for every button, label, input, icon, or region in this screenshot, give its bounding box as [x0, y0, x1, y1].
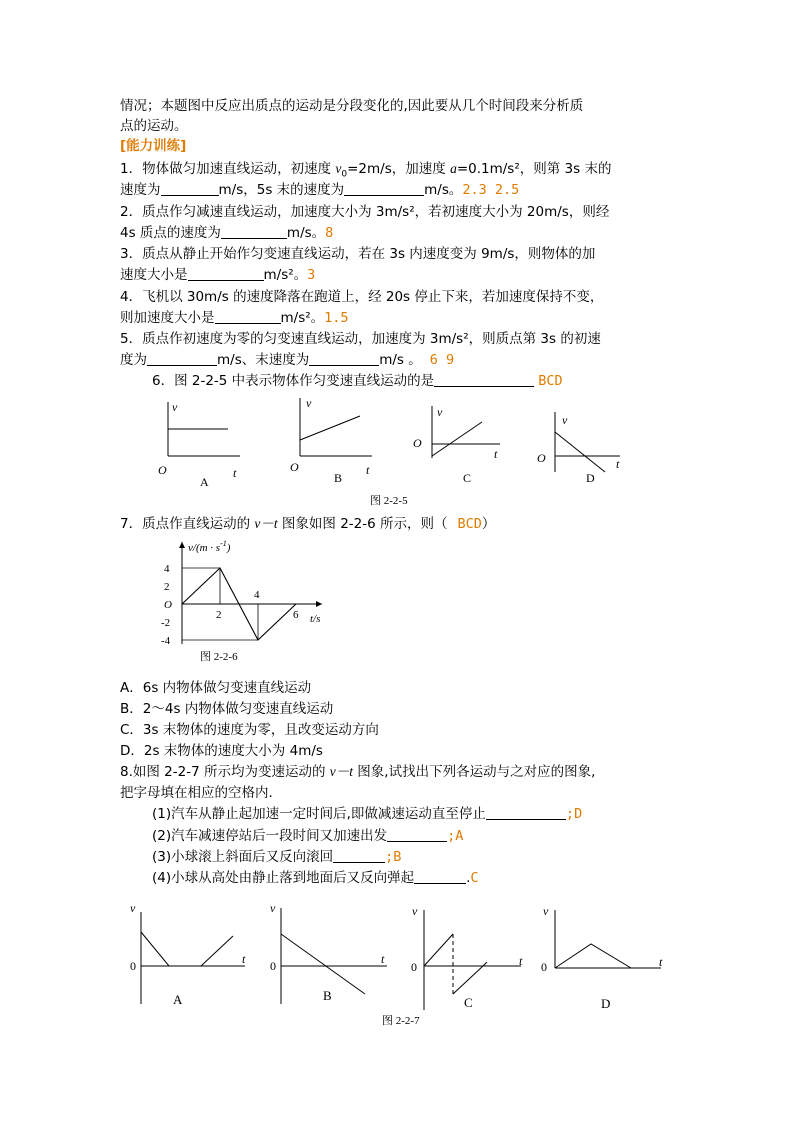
graph-C-letter: C [463, 471, 472, 485]
graph-A-v-label: v [172, 400, 178, 414]
graph7-D-v: v [543, 904, 549, 918]
q5-blank-2[interactable] [309, 351, 379, 366]
intro-line-1: 情况；本题图中反应出质点的运动是分段变化的,因此要从几个时间段来分析质 [120, 98, 584, 114]
fig226-xtick-6: 6 [293, 609, 299, 621]
q8-blank-3[interactable] [333, 848, 385, 863]
q5-line-2: 度为 m/s、末速度为 m/s 。 6 9 [120, 352, 455, 368]
caption-2-2-6: 图 2-2-6 [200, 651, 238, 663]
q8-blank-4[interactable] [414, 869, 466, 884]
q4-answer: 1.5 [324, 310, 349, 326]
q2-line-2: 4s 质点的速度为 m/s。8 [120, 225, 334, 241]
graph7-B-v: v [270, 901, 276, 915]
q8-answer-3: B [393, 849, 402, 865]
q6-answer: BCD [538, 373, 563, 389]
graph-2-2-7-C [411, 904, 523, 1010]
graph-A-origin: O [158, 463, 167, 477]
q4-line-2: 则加速度大小是 m/s²。1.5 [120, 310, 349, 326]
figure-2-2-7 [125, 900, 670, 1020]
graph7-D-t: t [659, 955, 663, 969]
q3-blank[interactable] [188, 266, 264, 281]
graph-C-t-label: t [494, 447, 498, 461]
q8-item-4: (4)小球从高处由静止落到地面后又反向弹起 .C [152, 870, 479, 886]
q3-answer: 3 [307, 267, 316, 283]
q1-answer: 2.3 2.5 [462, 182, 520, 198]
fig226-ylabel: $v/(m \cdot s^{-1})$ [188, 539, 231, 554]
graph-2-2-7-A [130, 901, 246, 1007]
q2-answer: 8 [325, 225, 334, 241]
q4-blank[interactable] [215, 309, 281, 324]
q8-line-2: 把字母填在相应的空格内. [120, 785, 273, 801]
q6-line: 6．图 2-2-5 中表示物体作匀变速直线运动的是 BCD [152, 373, 563, 389]
caption-2-2-5: 图 2-2-5 [370, 495, 408, 507]
section-heading: [能力训练] [120, 138, 187, 154]
q2-line-1: 2．质点作匀减速直线运动，加速度大小为 3m/s²，若初速度大小为 20m/s，则经 [120, 204, 610, 220]
fig226-origin: O [164, 599, 172, 611]
graph-A-t-label: t [233, 466, 237, 480]
intro-line-2: 点的运动。 [120, 118, 188, 134]
q5-blank-1[interactable] [147, 351, 217, 366]
graph-C-v-label: v [437, 405, 443, 419]
figure-2-2-6 [150, 536, 340, 664]
q8-answer-4: C [470, 870, 479, 886]
q8-item-3: (3)小球滚上斜面后又反向滚回 ;B [152, 849, 402, 865]
q6-blank[interactable] [434, 372, 534, 387]
fig226-ytick-neg2: -2 [161, 617, 171, 629]
q7-option-B: B．2～4s 内物体做匀变速直线运动 [120, 701, 334, 717]
fig226-ytick-neg4: -4 [161, 635, 171, 647]
q7-line: 7．质点作直线运动的 v－t 图象如图 2-2-6 所示，则（ BCD） [120, 516, 496, 532]
q1-line-1: 1．物体做匀加速直线运动，初速度 $v_0=2m/s$，加速度 a=0.1m/s²，则第 3s 末的 [120, 161, 612, 180]
graph7-C-v: v [412, 904, 418, 918]
graph-C-origin: O [413, 436, 422, 450]
graph7-A-v: v [130, 901, 136, 915]
graph7-C-letter: C [464, 995, 473, 1010]
q3-line-1: 3．质点从静止开始作匀变速直线运动，若在 3s 内速度变为 9m/s，则物体的加 [120, 246, 596, 262]
figure-2-2-5 [150, 396, 630, 496]
q8-item-1: (1)汽车从静止起加速一定时间后,即做减速运动直至停止 ;D [152, 806, 583, 822]
graph-2-2-5-A [158, 400, 240, 489]
graph-D-origin: O [537, 451, 546, 465]
q8-blank-2[interactable] [387, 827, 447, 842]
q5-line-1: 5．质点作初速度为零的匀变速直线运动，加速度为 3m/s²，则质点第 3s 的初速 [120, 331, 601, 347]
graph-D-v-label: v [562, 413, 568, 427]
q8-answer-1: D [574, 806, 583, 822]
q8-line-1: 8.如图 2-2-7 所示均为变速运动的 v－t 图象,试找出下列各运动与之对应的图象, [120, 764, 596, 780]
graph7-A-origin: 0 [130, 959, 136, 973]
fig226-xlabel: t/s [310, 613, 321, 625]
graph-D-letter: D [586, 471, 595, 485]
graph-B-t-label: t [366, 463, 370, 477]
graph7-C-t: t [519, 954, 523, 968]
graph-B-origin: O [290, 460, 299, 474]
caption-2-2-7: 图 2-2-7 [382, 1015, 420, 1027]
q7-answer: BCD [457, 516, 482, 532]
graph7-B-t: t [381, 952, 385, 966]
graph7-A-letter: A [173, 992, 183, 1007]
graph7-B-letter: B [323, 988, 332, 1003]
graph-2-2-5-B [290, 396, 372, 485]
q1-blank-1[interactable] [161, 181, 219, 196]
fig226-xtick-4: 4 [254, 589, 260, 601]
fig226-xtick-2: 2 [216, 609, 222, 621]
q7-option-C: C．3s 末物体的速度为零，且改变运动方向 [120, 722, 379, 738]
graph7-D-letter: D [601, 996, 611, 1011]
graph7-B-origin: 0 [270, 959, 276, 973]
graph7-C-origin: 0 [411, 960, 417, 974]
graph-2-2-5-C [413, 405, 500, 485]
q5-answer: 6 9 [429, 352, 455, 368]
graph-B-letter: B [334, 471, 343, 485]
graph7-D-origin: 0 [541, 960, 547, 974]
graph-2-2-7-D [541, 904, 663, 1011]
graph-B-v-label: v [306, 396, 312, 410]
q7-option-D: D．2s 末物体的速度大小为 4m/s [120, 743, 323, 759]
graph-2-2-5-D [537, 412, 620, 485]
q4-line-1: 4．飞机以 30m/s 的速度降落在跑道上，经 20s 停止下来，若加速度保持不变， [120, 289, 604, 305]
q1-line-2: 速度为 m/s，5s 末的速度为 m/s。2.3 2.5 [120, 182, 520, 198]
graph-2-2-7-B [270, 901, 387, 1004]
q2-blank[interactable] [221, 224, 287, 239]
q8-blank-1[interactable] [486, 805, 566, 820]
q1-blank-2[interactable] [344, 181, 424, 196]
fig226-ytick-4: 4 [164, 563, 170, 575]
q8-item-2: (2)汽车减速停站后一段时间又加速出发 ;A [152, 828, 464, 844]
graph-A-letter: A [200, 475, 209, 489]
fig226-ytick-2: 2 [164, 581, 170, 593]
graph7-A-t: t [242, 952, 246, 966]
q8-answer-2: A [455, 828, 464, 844]
graph-D-t-label: t [616, 457, 620, 471]
q3-line-2: 速度大小是 m/s²。3 [120, 267, 316, 283]
q7-option-A: A．6s 内物体做匀变速直线运动 [120, 680, 312, 696]
